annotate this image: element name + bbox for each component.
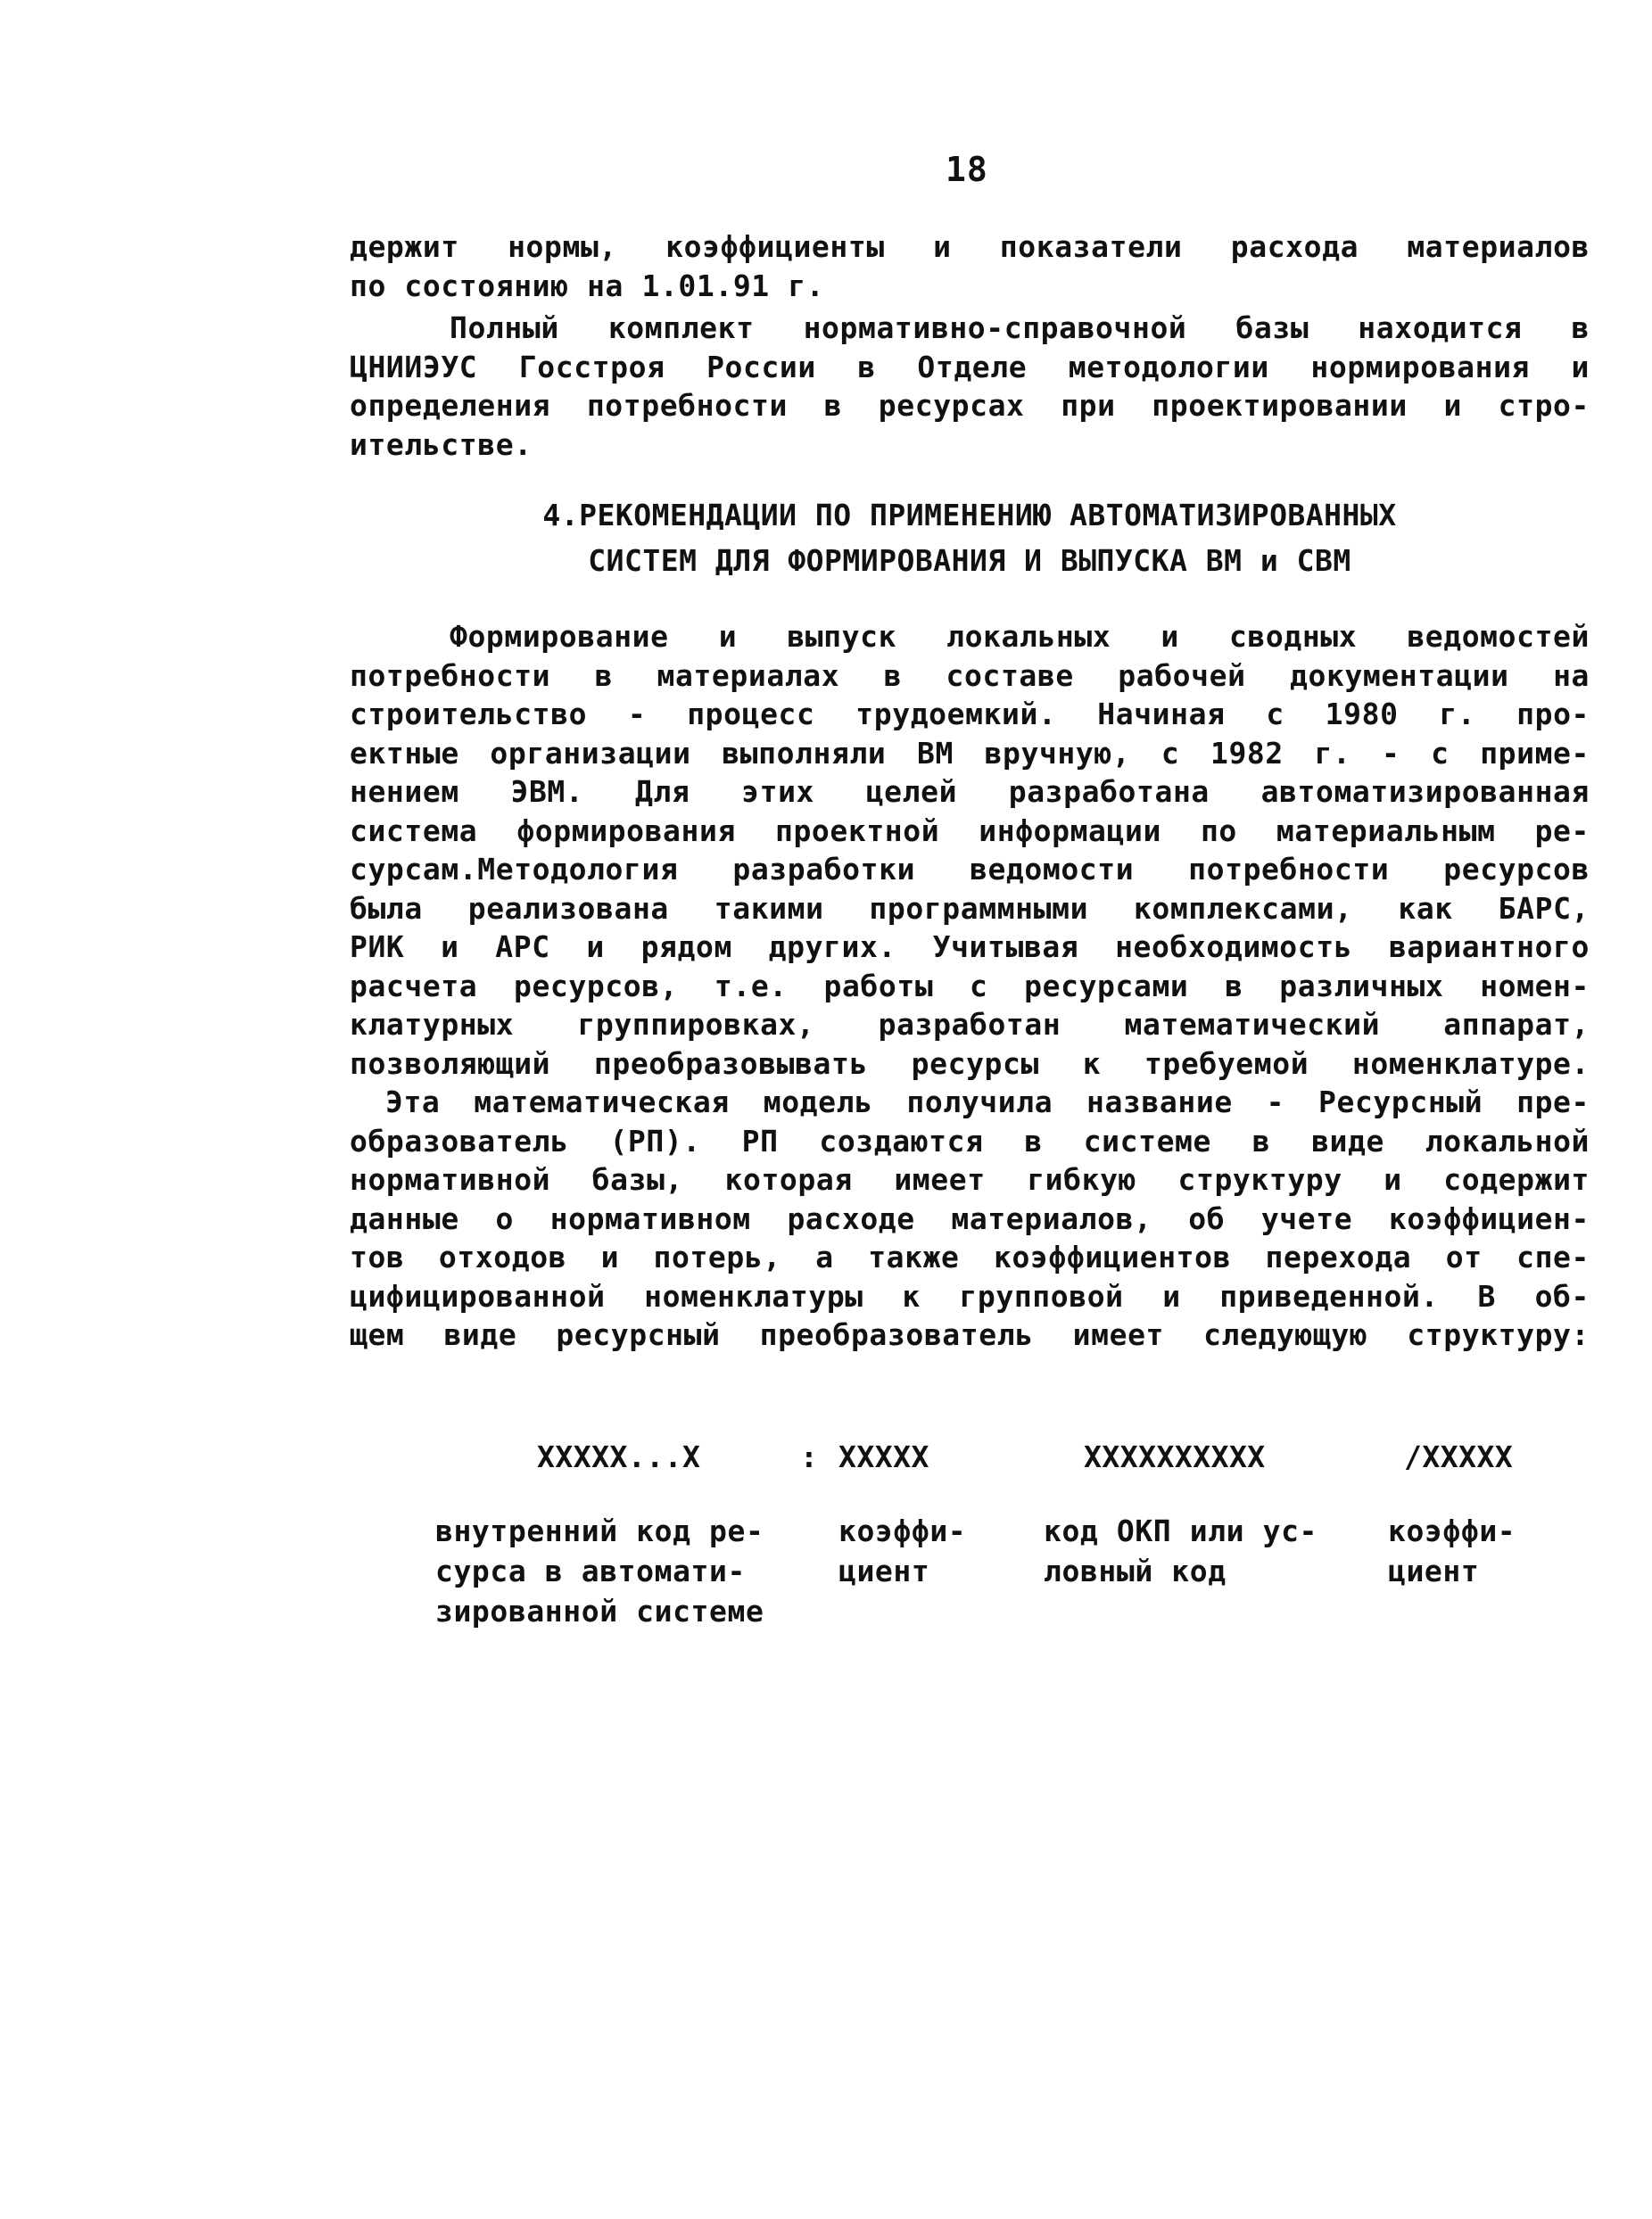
text-line: строительство - процесс трудоемкий. Начиная с 1980 г. про-: [350, 697, 1590, 731]
text-line: Эта математическая модель получила название - Ресурсный пре-: [385, 1085, 1590, 1119]
text-line: по состоянию на 1.01.91 г.: [350, 268, 825, 303]
text-line: тов отходов и потерь, а также коэффициентов перехода от спе-: [350, 1240, 1590, 1274]
page-number: 18: [946, 150, 988, 189]
okp-code: XXXXXXXXXX: [1084, 1439, 1266, 1474]
text-line: потребности в материалах в составе рабочей документации на: [350, 657, 1590, 693]
text-line: сурсам.Методология разработки ведомости потребности ресурсов: [350, 852, 1590, 887]
text-line: была реализована такими программными комплексами, как БАРС,: [350, 890, 1590, 926]
okp-code-description: [1044, 1511, 1317, 1591]
text-line: держит нормы, коэффициенты и показатели расхода материалов: [350, 229, 1590, 264]
text-line: цифицированной номенклатуры к групповой и приведенной. В об-: [350, 1278, 1590, 1314]
text-line: Формирование и выпуск локальных и сводных ведомостей: [450, 619, 1590, 654]
text-line: позволяющий преобразовывать ресурсы к требуемой номенклатуре.: [350, 1045, 1590, 1081]
coefficient-code: XXXXX: [838, 1439, 929, 1474]
description-line: ловный код: [1044, 1554, 1227, 1588]
description-line: циент: [1388, 1554, 1480, 1588]
description-line: сурса в автомати-: [435, 1554, 746, 1588]
second-coefficient-description: [1388, 1511, 1516, 1591]
text-line: расчета ресурсов, т.е. работы с ресурсами в различных номен-: [350, 968, 1590, 1003]
section-heading-line-1: 4.РЕКОМЕНДАЦИИ ПО ПРИМЕНЕНИЮ АВТОМАТИЗИРОВАННЫХ: [542, 498, 1397, 532]
second-coefficient-code: /XXXXX: [1404, 1439, 1514, 1474]
text-line: ЦНИИЭУС Госстроя России в Отделе методологии нормирования и: [350, 349, 1590, 384]
text-line: образователь (РП). РП создаются в системе в виде локальной: [350, 1123, 1590, 1159]
description-line: циент: [838, 1554, 930, 1588]
text-line: определения потребности в ресурсах при проектировании и стро-: [350, 388, 1590, 423]
section-heading-line-2: СИСТЕМ ДЛЯ ФОРМИРОВАНИЯ И ВЫПУСКА ВМ и СВМ: [588, 543, 1351, 578]
description-line: коэффи-: [838, 1514, 967, 1548]
description-line: зированной системе: [435, 1594, 764, 1629]
description-line: внутренний код ре-: [435, 1514, 764, 1548]
text-line: нормативной базы, которая имеет гибкую структуру и содержит: [350, 1162, 1590, 1197]
internal-code-description: [435, 1511, 764, 1631]
internal-code: XXXXX...X: [537, 1439, 701, 1474]
description-line: код ОКП или ус-: [1044, 1514, 1318, 1548]
text-line: система формирования проектной информации по материальным ре-: [350, 813, 1590, 848]
section-heading: [350, 492, 1590, 583]
paragraph-normative-base: [350, 309, 1590, 464]
text-line: Полный комплект нормативно-справочной базы находится в: [450, 310, 1590, 345]
text-line: щем виде ресурсный преобразователь имеет следующую структуру:: [350, 1317, 1590, 1352]
text-line: РИК и АРС и рядом других. Учитывая необходимость вариантного: [350, 929, 1590, 964]
coefficient-description: [838, 1511, 966, 1591]
text-line: ектные организации выполняли ВМ вручную, с 1982 г. - с приме-: [350, 735, 1590, 771]
text-line: данные о нормативном расходе материалов, об учете коэффициен-: [350, 1200, 1590, 1236]
intro-paragraph: [350, 227, 1590, 305]
code-separator: :: [800, 1439, 819, 1474]
description-line: коэффи-: [1388, 1514, 1516, 1548]
paragraph-automation: [350, 617, 1590, 1083]
text-line: клатурных группировках, разработан математический аппарат,: [350, 1007, 1590, 1042]
paragraph-resource-converter: [350, 1083, 1590, 1355]
text-line: ительстве.: [350, 426, 533, 462]
text-line: нением ЭВМ. Для этих целей разработана автоматизированная: [350, 774, 1590, 809]
structure-code-row: [350, 1439, 1598, 1484]
